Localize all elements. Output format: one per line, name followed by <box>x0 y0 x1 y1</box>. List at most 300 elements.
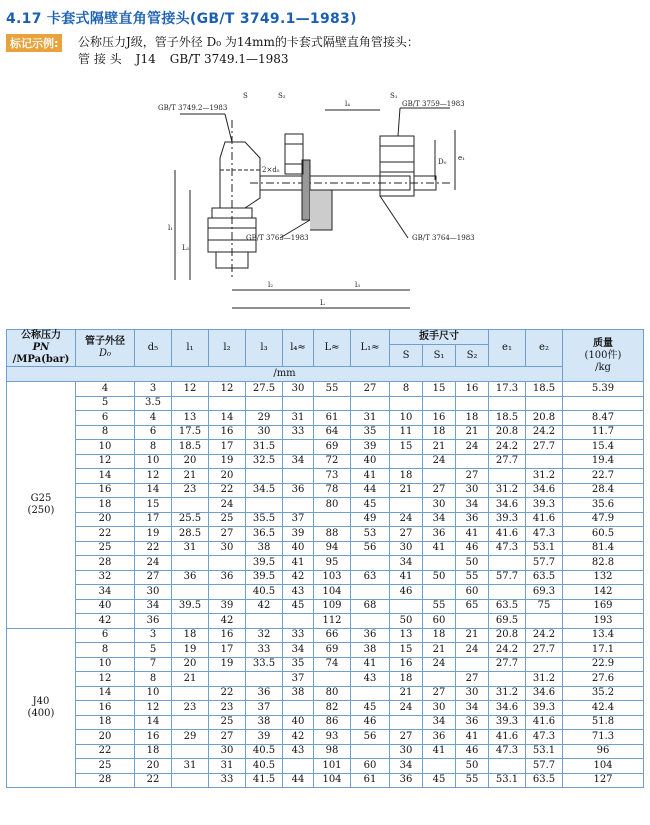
table-cell: 16 <box>209 425 246 440</box>
table-cell: 34 <box>423 715 456 730</box>
table-cell <box>172 744 209 759</box>
table-cell: 51.8 <box>563 715 644 730</box>
table-cell: 80 <box>314 686 351 701</box>
table-cell: 17 <box>135 512 172 527</box>
table-cell <box>172 686 209 701</box>
table-cell: 15 <box>390 643 423 658</box>
table-cell: 78 <box>314 483 351 498</box>
table-cell: 12 <box>76 454 135 469</box>
table-cell: 31 <box>172 759 209 774</box>
group-pressure: (400) <box>27 707 55 719</box>
table-cell: 22.9 <box>563 657 644 672</box>
drawing-label-d5: 2×d₅ <box>262 166 280 174</box>
group-cell <box>7 628 76 788</box>
table-cell <box>526 614 563 629</box>
table-cell: 82 <box>314 701 351 716</box>
table-cell: 42 <box>283 570 314 585</box>
table-cell: 24 <box>390 512 423 527</box>
table-cell <box>390 715 423 730</box>
table-cell <box>456 396 489 411</box>
table-cell: 41 <box>456 527 489 542</box>
table-cell: 18 <box>390 469 423 484</box>
table-cell: 34 <box>423 512 456 527</box>
table-cell: 18.5 <box>172 440 209 455</box>
table-cell: 36 <box>456 512 489 527</box>
table-cell: 34 <box>76 585 135 600</box>
table-cell: 21 <box>423 643 456 658</box>
table-cell: 3 <box>135 382 172 397</box>
table-cell <box>423 759 456 774</box>
table-cell: 35.5 <box>246 512 283 527</box>
table-cell: 22 <box>135 541 172 556</box>
table-cell: 41.6 <box>526 512 563 527</box>
table-cell: 27 <box>351 382 390 397</box>
table-cell: 47.3 <box>489 541 526 556</box>
table-cell: 46 <box>456 744 489 759</box>
table-row <box>7 657 644 672</box>
table-row <box>7 715 644 730</box>
table-cell: 41 <box>423 541 456 556</box>
table-cell: 22 <box>76 744 135 759</box>
table-cell: 6 <box>76 411 135 426</box>
table-cell <box>172 585 209 600</box>
table-cell: 104 <box>314 773 351 788</box>
table-cell: 18.5 <box>489 411 526 426</box>
table-cell: 14 <box>209 411 246 426</box>
table-cell: 33.5 <box>246 657 283 672</box>
table-cell: 22.7 <box>563 469 644 484</box>
table-cell <box>172 614 209 629</box>
table-cell <box>283 469 314 484</box>
table-cell: 24 <box>456 440 489 455</box>
table-cell: 28.5 <box>172 527 209 542</box>
table-cell: 21 <box>423 440 456 455</box>
table-cell: 27 <box>390 730 423 745</box>
table-cell: 28 <box>76 556 135 571</box>
table-cell: 22 <box>76 527 135 542</box>
table-cell: 46 <box>456 541 489 556</box>
table-cell: 41 <box>351 469 390 484</box>
header-L: L≈ <box>314 330 351 367</box>
table-cell: 74 <box>314 657 351 672</box>
header-wrench: 扳手尺寸 <box>390 330 489 345</box>
table-cell: 30 <box>456 483 489 498</box>
table-cell: 47.3 <box>526 730 563 745</box>
table-cell: 23 <box>172 701 209 716</box>
table-cell: 61 <box>351 773 390 788</box>
table-row <box>7 469 644 484</box>
table-cell: 34 <box>456 498 489 513</box>
table-cell: 81.4 <box>563 541 644 556</box>
table-cell <box>489 469 526 484</box>
table-cell: 27 <box>456 469 489 484</box>
table-cell: 39.5 <box>172 599 209 614</box>
table-cell: 32.5 <box>246 454 283 469</box>
table-cell: 35 <box>351 425 390 440</box>
table-cell: 41.6 <box>489 527 526 542</box>
table-cell: 44 <box>283 773 314 788</box>
table-cell: 15 <box>423 382 456 397</box>
header-s: S <box>390 345 423 367</box>
table-cell: 20.8 <box>526 411 563 426</box>
table-cell: 18 <box>423 628 456 643</box>
table-row <box>7 541 644 556</box>
group-pressure: (250) <box>27 504 55 516</box>
table-cell <box>351 396 390 411</box>
table-cell: 95 <box>314 556 351 571</box>
table-cell: 25 <box>76 541 135 556</box>
table-row <box>7 730 644 745</box>
table-cell: 98 <box>314 744 351 759</box>
table-cell: 10 <box>390 411 423 426</box>
table-cell <box>283 396 314 411</box>
table-cell <box>390 454 423 469</box>
table-cell: 71.3 <box>563 730 644 745</box>
table-cell: 8.47 <box>563 411 644 426</box>
header-unit-mm: /mm <box>7 367 563 382</box>
table-cell: 40.5 <box>246 759 283 774</box>
table-cell: 21 <box>390 483 423 498</box>
table-cell: 11 <box>390 425 423 440</box>
table-cell: 30 <box>423 498 456 513</box>
table-cell: 55 <box>314 382 351 397</box>
table-cell: 109 <box>314 599 351 614</box>
table-cell: 41 <box>456 730 489 745</box>
table-cell: 30 <box>390 541 423 556</box>
drawing-label-l3: l₃ <box>355 281 361 289</box>
drawing-label-s1: S₁ <box>390 92 398 100</box>
table-cell: 18 <box>172 628 209 643</box>
table-row <box>7 440 644 455</box>
table-cell: 47.3 <box>526 527 563 542</box>
table-cell <box>390 599 423 614</box>
table-cell <box>283 440 314 455</box>
table-cell: 22 <box>209 483 246 498</box>
drawing-label-l2: l₂ <box>268 281 274 289</box>
table-cell: 31.2 <box>526 469 563 484</box>
table-cell: 36 <box>351 628 390 643</box>
table-cell: 27 <box>456 672 489 687</box>
table-cell <box>423 556 456 571</box>
header-l3: l₃ <box>246 330 283 367</box>
example-part-standard: GB/T 3749.1—1983 <box>169 52 289 66</box>
table-cell: 94 <box>314 541 351 556</box>
table-cell: 40.5 <box>246 585 283 600</box>
table-cell: 60 <box>456 585 489 600</box>
table-cell: 25.5 <box>172 512 209 527</box>
table-cell: 10 <box>135 686 172 701</box>
table-cell: 27.7 <box>489 657 526 672</box>
table-cell: 42 <box>246 599 283 614</box>
table-cell: 63 <box>351 570 390 585</box>
table-cell <box>246 469 283 484</box>
table-row <box>7 527 644 542</box>
table-cell: 60 <box>423 614 456 629</box>
table-cell: 37 <box>283 512 314 527</box>
table-cell: 127 <box>563 773 644 788</box>
page-title: 4.17 卡套式隔壁直角管接头(GB/T 3749.1—1983) <box>6 11 357 27</box>
table-cell <box>456 614 489 629</box>
table-cell: 15.4 <box>563 440 644 455</box>
drawing-label-std3: GB/T 3763—1983 <box>246 234 309 242</box>
table-cell: 24.2 <box>489 643 526 658</box>
table-cell: 63.5 <box>526 570 563 585</box>
table-cell: 46 <box>351 715 390 730</box>
table-cell: 33 <box>209 773 246 788</box>
table-cell: 42 <box>283 730 314 745</box>
drawing-label-std2: GB/T 3759—1983 <box>402 100 465 108</box>
table-cell: 50 <box>423 570 456 585</box>
table-cell: 20 <box>209 469 246 484</box>
table-cell <box>351 744 390 759</box>
table-cell: 12 <box>135 701 172 716</box>
table-cell: 39.3 <box>489 715 526 730</box>
table-cell: 12 <box>76 672 135 687</box>
table-cell: 19 <box>135 527 172 542</box>
table-cell: 3.5 <box>135 396 172 411</box>
example-part-code: J14 <box>135 52 156 66</box>
table-cell: 40.5 <box>246 744 283 759</box>
table-cell: 68 <box>351 599 390 614</box>
table-row <box>7 686 644 701</box>
table-cell: 28 <box>76 773 135 788</box>
table-cell: 25 <box>209 512 246 527</box>
table-cell: 17 <box>209 440 246 455</box>
fitting-drawing <box>150 80 490 320</box>
table-cell: 37 <box>246 701 283 716</box>
table-cell <box>246 614 283 629</box>
table-cell: 23 <box>209 701 246 716</box>
table-cell: 5 <box>135 643 172 658</box>
table-row <box>7 585 644 600</box>
table-cell: 34 <box>283 643 314 658</box>
table-cell <box>209 585 246 600</box>
table-cell: 41.5 <box>246 773 283 788</box>
table-cell: 31 <box>209 759 246 774</box>
table-cell: 142 <box>563 585 644 600</box>
header-mass: 质量 (100件) /kg <box>563 330 644 382</box>
table-cell: 104 <box>563 759 644 774</box>
table-cell: 38 <box>283 686 314 701</box>
table-cell: 16 <box>423 411 456 426</box>
table-cell: 34.5 <box>246 483 283 498</box>
table-cell: 28.4 <box>563 483 644 498</box>
table-cell: 30 <box>135 585 172 600</box>
table-cell: 63.5 <box>489 599 526 614</box>
table-cell <box>390 396 423 411</box>
table-cell: 13 <box>172 411 209 426</box>
table-cell: 10 <box>76 440 135 455</box>
table-cell: 34.6 <box>489 701 526 716</box>
table-cell <box>314 672 351 687</box>
table-cell: 42 <box>209 614 246 629</box>
table-cell <box>563 396 644 411</box>
table-cell: 53 <box>351 527 390 542</box>
table-cell: 40 <box>351 454 390 469</box>
table-cell: 19 <box>209 454 246 469</box>
table-cell: 25 <box>209 715 246 730</box>
table-cell: 18.5 <box>526 382 563 397</box>
group-name: J40 <box>32 695 50 707</box>
table-cell: 35 <box>283 657 314 672</box>
table-cell: 47.9 <box>563 512 644 527</box>
table-cell: 39.3 <box>526 701 563 716</box>
table-cell: 45 <box>351 701 390 716</box>
table-cell <box>423 469 456 484</box>
table-cell: 21 <box>172 672 209 687</box>
table-cell: 34 <box>390 556 423 571</box>
header-s2: S₂ <box>456 345 489 367</box>
table-cell: 42.4 <box>563 701 644 716</box>
table-cell: 53.1 <box>489 773 526 788</box>
table-cell: 93 <box>314 730 351 745</box>
table-cell: 16 <box>390 657 423 672</box>
table-cell: 38 <box>246 715 283 730</box>
table-cell <box>209 672 246 687</box>
table-cell: 27.7 <box>526 440 563 455</box>
table-cell: 4 <box>135 411 172 426</box>
table-cell: 15 <box>135 498 172 513</box>
table-cell: 34 <box>390 759 423 774</box>
table-cell: 36 <box>283 483 314 498</box>
table-row <box>7 701 644 716</box>
table-cell: 112 <box>314 614 351 629</box>
table-cell: 101 <box>314 759 351 774</box>
table-cell: 43 <box>351 672 390 687</box>
table-cell: 57.7 <box>489 570 526 585</box>
table-cell: 20 <box>135 759 172 774</box>
table-row <box>7 411 644 426</box>
table-cell: 27 <box>209 527 246 542</box>
table-cell: 169 <box>563 599 644 614</box>
table-cell: 41.6 <box>526 715 563 730</box>
table-cell <box>283 759 314 774</box>
table-row <box>7 425 644 440</box>
table-cell: 38 <box>246 541 283 556</box>
table-cell: 42 <box>76 614 135 629</box>
table-cell: 6 <box>76 628 135 643</box>
table-cell <box>314 396 351 411</box>
table-cell: 24.2 <box>489 440 526 455</box>
drawing-label-L1: L₁ <box>182 244 190 252</box>
table-cell: 27 <box>423 686 456 701</box>
table-cell: 34.6 <box>526 483 563 498</box>
drawing-label-e1: e₁ <box>458 154 465 162</box>
table-cell: 34 <box>456 701 489 716</box>
table-cell: 30 <box>423 701 456 716</box>
table-cell: 53.1 <box>526 744 563 759</box>
table-cell: 19.4 <box>563 454 644 469</box>
table-cell: 32 <box>246 628 283 643</box>
table-cell <box>172 498 209 513</box>
table-cell: 50 <box>390 614 423 629</box>
table-cell: 16 <box>76 483 135 498</box>
table-cell <box>172 715 209 730</box>
table-cell: 41.6 <box>489 730 526 745</box>
table-cell <box>489 556 526 571</box>
drawing-label-s: S <box>243 92 248 100</box>
drawing-label-l4: l₄ <box>345 100 351 108</box>
table-cell: 66 <box>314 628 351 643</box>
table-cell: 3 <box>135 628 172 643</box>
table-cell: 22 <box>209 686 246 701</box>
table-cell: 57.7 <box>526 556 563 571</box>
table-cell: 13 <box>390 628 423 643</box>
table-cell: 33 <box>246 643 283 658</box>
table-cell: 49 <box>351 512 390 527</box>
drawing-label-L: L <box>320 299 325 307</box>
table-cell: 18 <box>76 498 135 513</box>
table-cell <box>283 614 314 629</box>
table-cell: 36.5 <box>246 527 283 542</box>
header-d5: d₅ <box>135 330 172 367</box>
table-cell: 50 <box>456 759 489 774</box>
drawing-label-d0: D₀ <box>438 158 447 166</box>
table-cell: 5 <box>76 396 135 411</box>
drawing-label-std1: GB/T 3749.2—1983 <box>158 104 228 112</box>
table-cell: 12 <box>172 382 209 397</box>
table-cell <box>246 498 283 513</box>
table-cell: 18 <box>76 715 135 730</box>
table-row <box>7 483 644 498</box>
table-cell: 39 <box>246 730 283 745</box>
table-cell: 10 <box>76 657 135 672</box>
table-cell: 38 <box>351 643 390 658</box>
table-cell: 20 <box>76 512 135 527</box>
table-cell <box>209 556 246 571</box>
table-cell: 45 <box>423 773 456 788</box>
table-row <box>7 498 644 513</box>
table-cell: 34.6 <box>526 686 563 701</box>
table-cell: 45 <box>283 599 314 614</box>
drawing-label-l1: l₁ <box>168 224 174 232</box>
table-cell: 63.5 <box>526 773 563 788</box>
table-row <box>7 614 644 629</box>
table-cell: 60.5 <box>563 527 644 542</box>
table-cell: 36 <box>135 614 172 629</box>
table-cell: 33 <box>283 425 314 440</box>
table-cell: 34.6 <box>489 498 526 513</box>
table-cell: 69.3 <box>526 585 563 600</box>
table-cell: 31 <box>283 411 314 426</box>
table-cell: 53.1 <box>526 541 563 556</box>
table-cell <box>489 585 526 600</box>
table-row <box>7 512 644 527</box>
table-cell: 30 <box>209 541 246 556</box>
table-cell: 6 <box>135 425 172 440</box>
table-cell: 18 <box>135 744 172 759</box>
table-cell <box>423 585 456 600</box>
table-cell: 36 <box>246 686 283 701</box>
table-cell: 16 <box>456 382 489 397</box>
table-cell <box>456 454 489 469</box>
table-cell: 39 <box>351 440 390 455</box>
table-row <box>7 672 644 687</box>
table-row <box>7 744 644 759</box>
spec-table-body <box>7 382 644 788</box>
table-cell: 15 <box>390 440 423 455</box>
table-cell <box>172 556 209 571</box>
table-cell: 64 <box>314 425 351 440</box>
table-cell <box>283 701 314 716</box>
table-cell: 17.5 <box>172 425 209 440</box>
table-cell: 30 <box>283 382 314 397</box>
table-cell: 80 <box>314 498 351 513</box>
table-cell: 32 <box>76 570 135 585</box>
table-cell <box>423 396 456 411</box>
table-cell: 39.5 <box>246 570 283 585</box>
table-cell: 24.2 <box>526 425 563 440</box>
